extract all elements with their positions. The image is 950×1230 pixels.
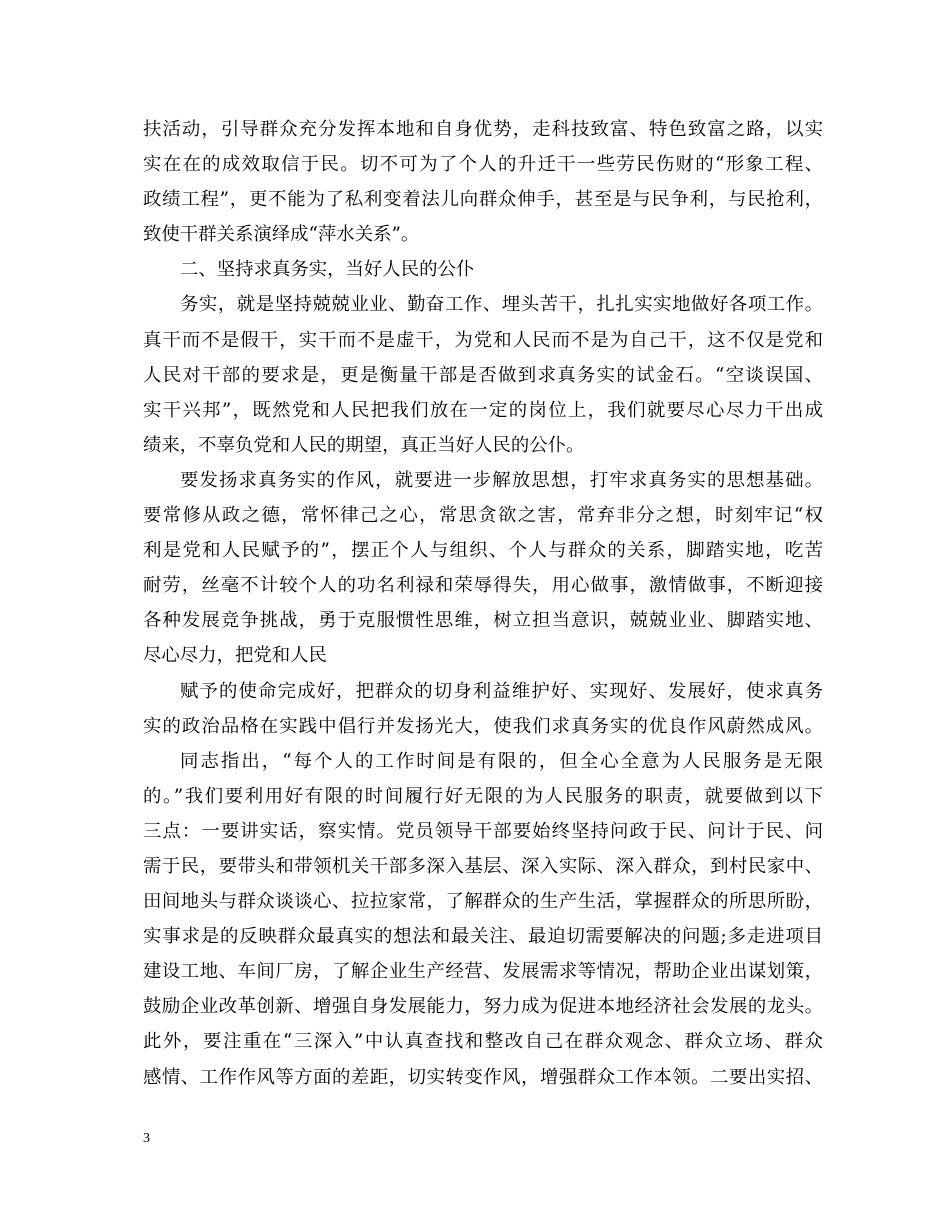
text-line: 的。”我们要利用好有限的时间履行好无限的为人民服务的职责，就要做到以下 bbox=[143, 785, 823, 807]
text-line: 三点：一要讲实话，察实情。党员领导干部要始终坚持问政于民、问计于民、问 bbox=[143, 820, 823, 842]
text-line: 致使干群关系演绎成“萍水关系”。 bbox=[143, 224, 420, 246]
page-number: 3 bbox=[143, 1131, 150, 1146]
text-line: 耐劳，丝毫不计较个人的功名利禄和荣辱得失，用心做事，激情做事，不断迎接 bbox=[143, 575, 823, 597]
text-line: 需于民，要带头和带领机关干部多深入基层、深入实际、深入群众，到村民家中、 bbox=[143, 855, 823, 877]
text-line: 同志指出，“每个人的工作时间是有限的，但全心全意为人民服务是无限 bbox=[180, 750, 823, 772]
text-line: 感情、工作作风等方面的差距，切实转变作风，增强群众工作本领。二要出实招、 bbox=[143, 1066, 823, 1088]
section-heading: 二、坚持求真务实，当好人民的公仆 bbox=[180, 259, 475, 281]
text-line: 政绩工程”，更不能为了私利变着法儿向群众伸手，甚至是与民争利，与民抢利， bbox=[143, 189, 823, 211]
text-line: 实的政治品格在实践中倡行并发扬光大，使我们求真务实的优良作风蔚然成风。 bbox=[143, 715, 823, 737]
text-line: 实干兴邦”，既然党和人民把我们放在一定的岗位上，我们就要尽心尽力干出成 bbox=[143, 399, 823, 421]
text-line: 要常修从政之德，常怀律己之心，常思贪欲之害，常弃非分之想，时刻牢记“权 bbox=[143, 505, 823, 527]
text-line: 实在在的成效取信于民。切不可为了个人的升迁干一些劳民伤财的“形象工程、 bbox=[143, 154, 823, 176]
body-text bbox=[143, 112, 823, 1095]
text-line: 尽心尽力，把党和人民 bbox=[143, 645, 327, 667]
text-line: 人民对干部的要求是，更是衡量干部是否做到求真务实的试金石。“空谈误国、 bbox=[143, 364, 823, 386]
text-line: 建设工地、车间厂房，了解企业生产经营、发展需求等情况，帮助企业出谋划策， bbox=[143, 961, 823, 983]
text-line: 赋予的使命完成好，把群众的切身利益维护好、实现好、发展好，使求真务 bbox=[180, 680, 823, 702]
text-line: 要发扬求真务实的作风，就要进一步解放思想，打牢求真务实的思想基础。 bbox=[180, 469, 823, 491]
text-line: 务实，就是坚持兢兢业业、勤奋工作、埋头苦干，扎扎实实地做好各项工作。 bbox=[180, 294, 823, 316]
text-line: 此外，要注重在“三深入”中认真查找和整改自己在群众观念、群众立场、群众 bbox=[143, 1031, 823, 1053]
text-line: 真干而不是假干，实干而不是虚干，为党和人民而不是为自己干，这不仅是党和 bbox=[143, 329, 823, 351]
text-line: 各种发展竞争挑战，勇于克服惯性思维，树立担当意识，兢兢业业、脚踏实地、 bbox=[143, 610, 823, 632]
text-line: 实事求是的反映群众最真实的想法和最关注、最迫切需要解决的问题;多走进项目 bbox=[143, 926, 823, 948]
text-line: 扶活动，引导群众充分发挥本地和自身优势，走科技致富、特色致富之路，以实 bbox=[143, 119, 823, 140]
text-line: 鼓励企业改革创新、增强自身发展能力，努力成为促进本地经济社会发展的龙头。 bbox=[143, 996, 823, 1018]
text-line: 利是党和人民赋予的”，摆正个人与组织、个人与群众的关系，脚踏实地，吃苦 bbox=[143, 540, 823, 562]
text-line: 田间地头与群众谈谈心、拉拉家常，了解群众的生产生活，掌握群众的所思所盼， bbox=[143, 891, 823, 913]
text-line: 绩来，不辜负党和人民的期望，真正当好人民的公仆。 bbox=[143, 434, 585, 456]
